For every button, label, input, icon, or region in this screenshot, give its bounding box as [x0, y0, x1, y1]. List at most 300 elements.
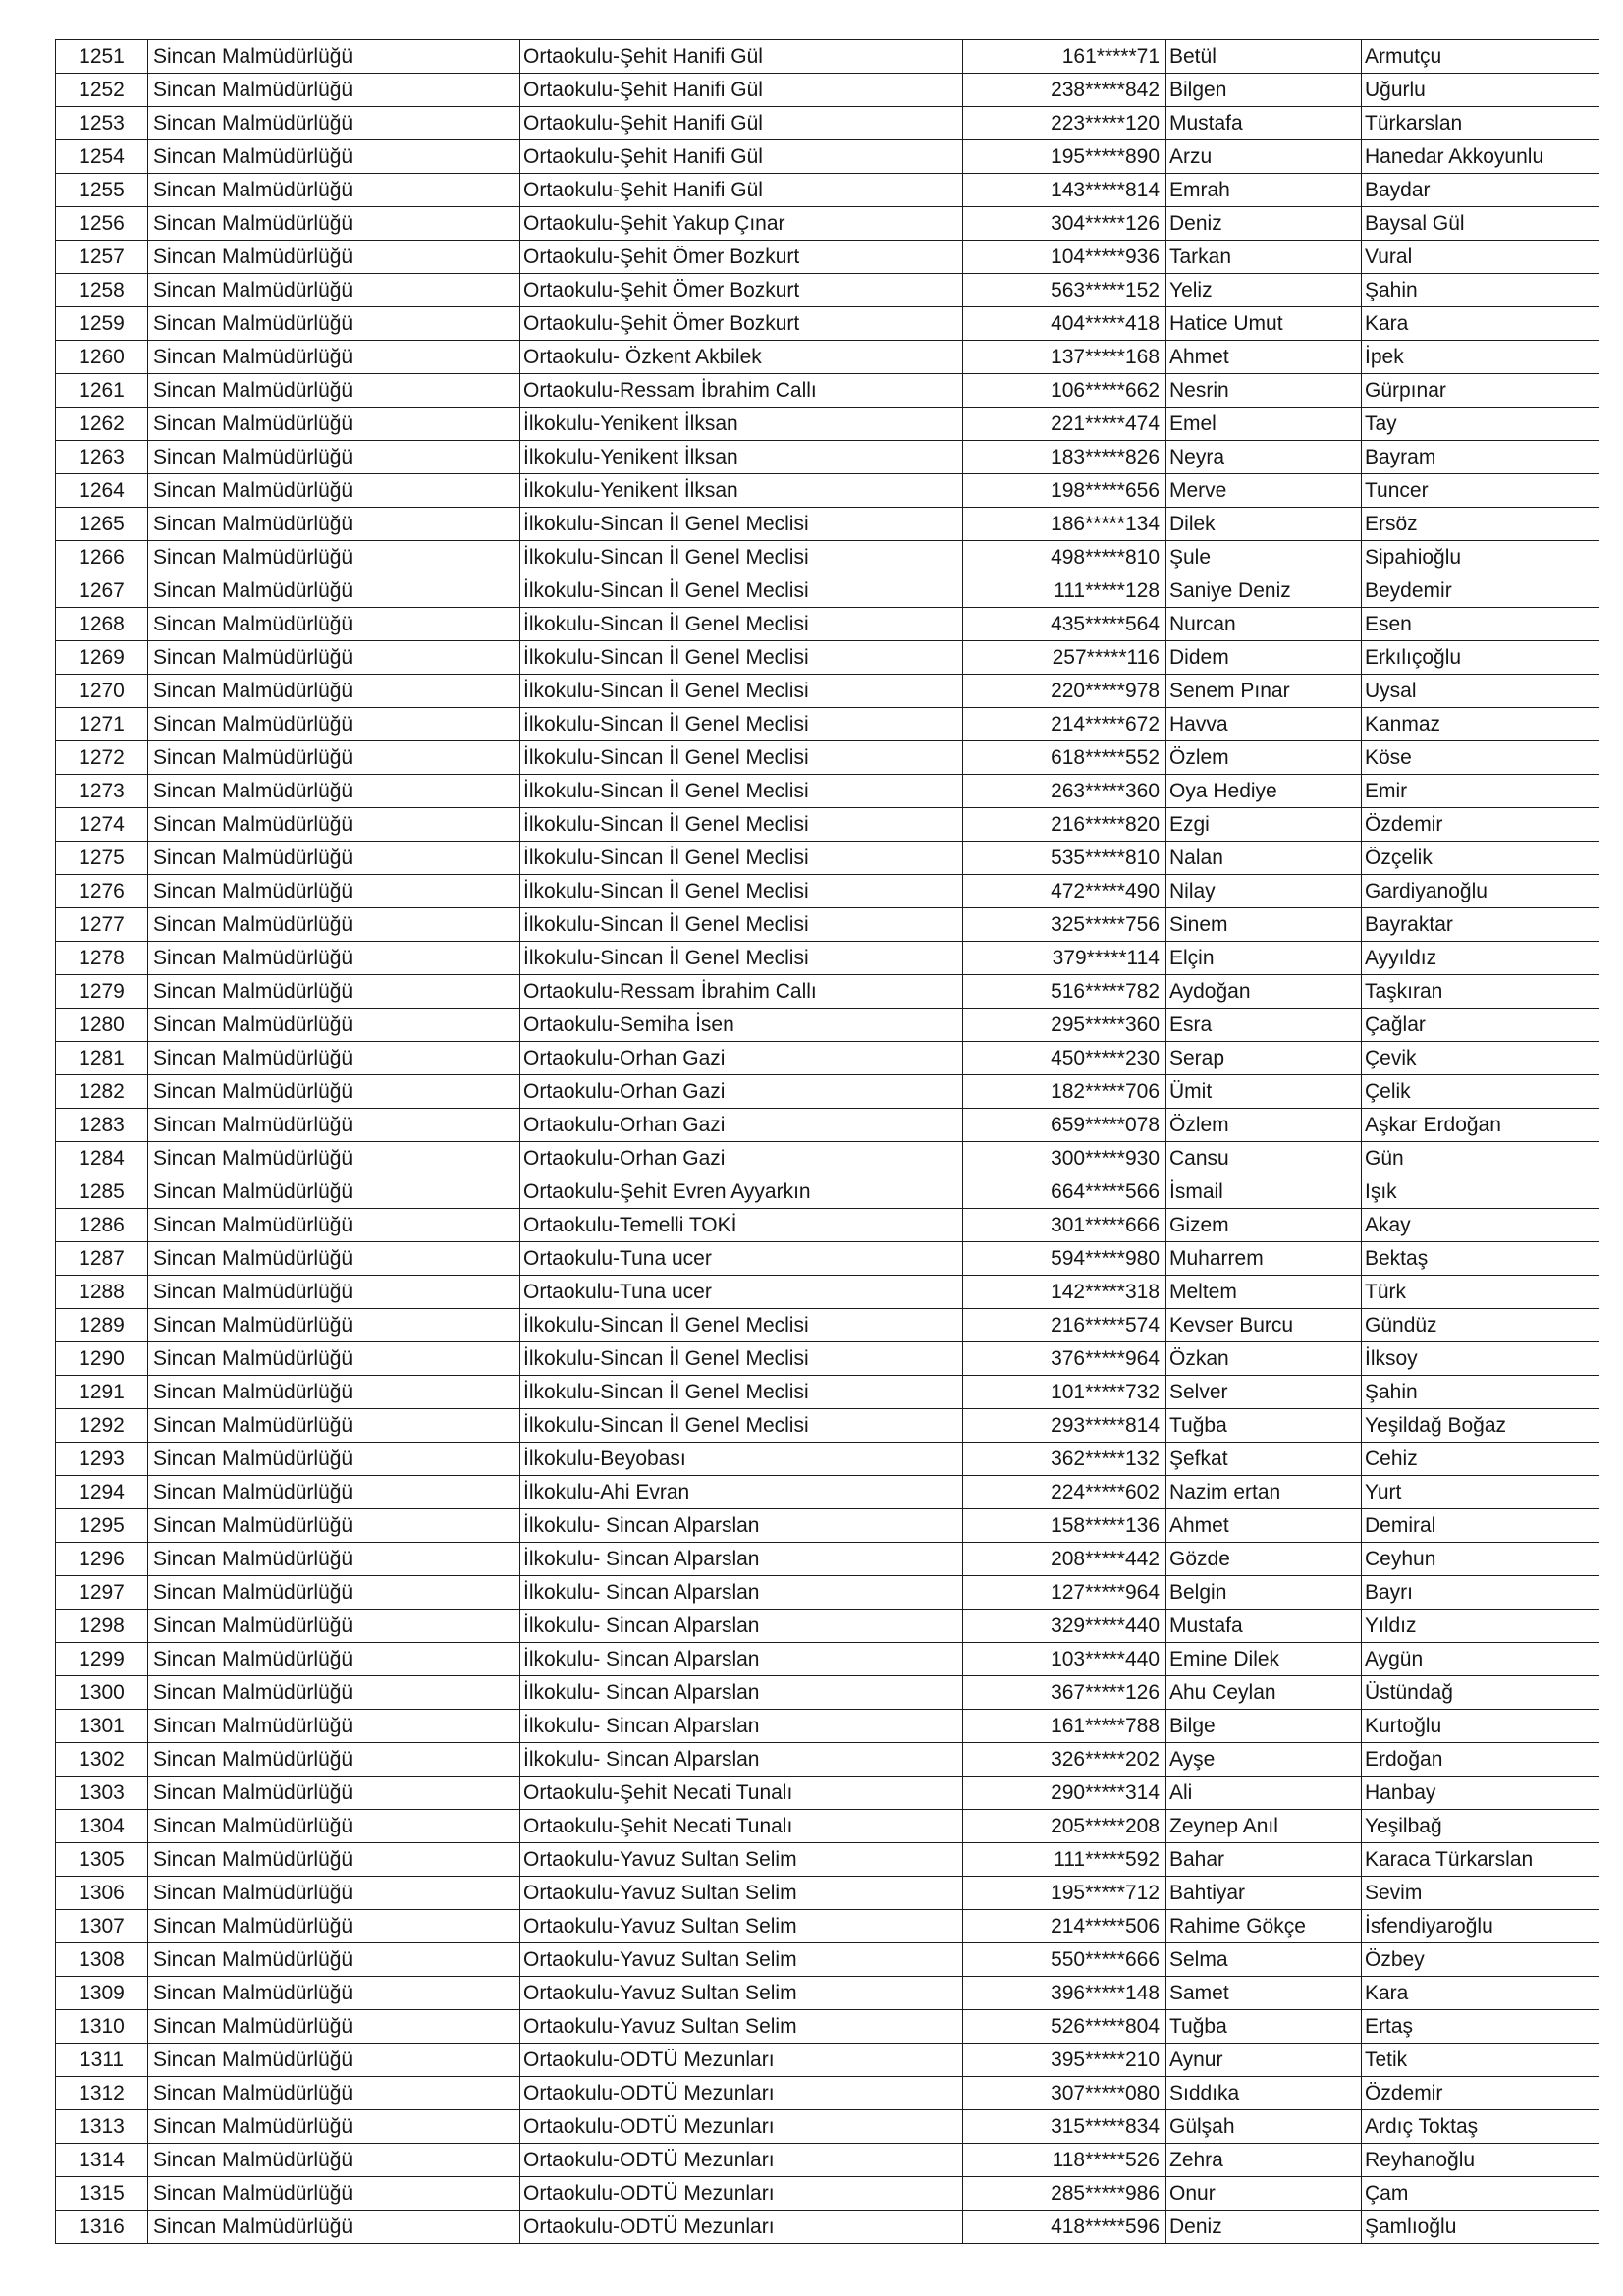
row-number: 1273 [56, 775, 148, 808]
tax-office: Sincan Malmüdürlüğü [148, 241, 520, 274]
masked-id: 301*****666 [963, 1209, 1166, 1242]
masked-id: 208*****442 [963, 1543, 1166, 1576]
masked-id: 111*****592 [963, 1843, 1166, 1877]
table-row [56, 1643, 1599, 1676]
tax-office: Sincan Malmüdürlüğü [148, 875, 520, 908]
first-name: Cansu [1166, 1142, 1362, 1175]
last-name: Cehiz [1362, 1443, 1599, 1476]
last-name: Demiral [1362, 1509, 1599, 1543]
table-row [56, 1276, 1599, 1309]
tax-office: Sincan Malmüdürlüğü [148, 1109, 520, 1142]
table-row [56, 1576, 1599, 1610]
table-row [56, 675, 1599, 708]
school-name: İlkokulu-Sincan İl Genel Meclisi [520, 574, 963, 608]
table-row [56, 1309, 1599, 1342]
last-name: Baydar [1362, 174, 1599, 207]
masked-id: 418*****596 [963, 2211, 1166, 2244]
school-name: Ortaokulu- Özkent Akbilek [520, 341, 963, 374]
school-name: İlkokulu- Sincan Alparslan [520, 1610, 963, 1643]
last-name: Şahin [1362, 1376, 1599, 1409]
row-number: 1304 [56, 1810, 148, 1843]
last-name: Reyhanoğlu [1362, 2144, 1599, 2177]
row-number: 1316 [56, 2211, 148, 2244]
masked-id: 535*****810 [963, 842, 1166, 875]
first-name: Ahmet [1166, 341, 1362, 374]
school-name: İlkokulu-Sincan İl Genel Meclisi [520, 675, 963, 708]
last-name: İpek [1362, 341, 1599, 374]
first-name: Nazim ertan [1166, 1476, 1362, 1509]
tax-office: Sincan Malmüdürlüğü [148, 1209, 520, 1242]
masked-id: 104*****936 [963, 241, 1166, 274]
first-name: İsmail [1166, 1175, 1362, 1209]
table-row [56, 1810, 1599, 1843]
masked-id: 195*****890 [963, 140, 1166, 174]
masked-id: 221*****474 [963, 408, 1166, 441]
row-number: 1289 [56, 1309, 148, 1342]
school-name: Ortaokulu-Yavuz Sultan Selim [520, 1977, 963, 2010]
table-row [56, 107, 1599, 140]
tax-office: Sincan Malmüdürlüğü [148, 942, 520, 975]
table-row [56, 1777, 1599, 1810]
first-name: Zehra [1166, 2144, 1362, 2177]
row-number: 1313 [56, 2110, 148, 2144]
table-row [56, 2177, 1599, 2211]
school-name: İlkokulu-Sincan İl Genel Meclisi [520, 1309, 963, 1342]
last-name: Kanmaz [1362, 708, 1599, 741]
row-number: 1271 [56, 708, 148, 741]
table-row [56, 541, 1599, 574]
last-name: İlksoy [1362, 1342, 1599, 1376]
first-name: Arzu [1166, 140, 1362, 174]
row-number: 1252 [56, 74, 148, 107]
masked-id: 396*****148 [963, 1977, 1166, 2010]
school-name: Ortaokulu-Şehit Hanifi Gül [520, 107, 963, 140]
school-name: Ortaokulu-Şehit Ömer Bozkurt [520, 307, 963, 341]
tax-office: Sincan Malmüdürlüğü [148, 174, 520, 207]
last-name: Uğurlu [1362, 74, 1599, 107]
school-name: İlkokulu-Sincan İl Genel Meclisi [520, 775, 963, 808]
tax-office: Sincan Malmüdürlüğü [148, 1242, 520, 1276]
school-name: Ortaokulu-ODTÜ Mezunları [520, 2177, 963, 2211]
table-row [56, 1877, 1599, 1910]
tax-office: Sincan Malmüdürlüğü [148, 74, 520, 107]
row-number: 1259 [56, 307, 148, 341]
school-name: Ortaokulu-Ressam İbrahim Callı [520, 374, 963, 408]
tax-office: Sincan Malmüdürlüğü [148, 1810, 520, 1843]
school-name: İlkokulu-Sincan İl Genel Meclisi [520, 608, 963, 641]
masked-id: 293*****814 [963, 1409, 1166, 1443]
tax-office: Sincan Malmüdürlüğü [148, 2010, 520, 2044]
row-number: 1261 [56, 374, 148, 408]
school-name: Ortaokulu-Semiha İsen [520, 1009, 963, 1042]
first-name: Nesrin [1166, 374, 1362, 408]
masked-id: 472*****490 [963, 875, 1166, 908]
tax-office: Sincan Malmüdürlüğü [148, 408, 520, 441]
row-number: 1292 [56, 1409, 148, 1443]
tax-office: Sincan Malmüdürlüğü [148, 2044, 520, 2077]
first-name: Deniz [1166, 207, 1362, 241]
school-name: İlkokulu-Sincan İl Genel Meclisi [520, 708, 963, 741]
school-name: Ortaokulu-ODTÜ Mezunları [520, 2110, 963, 2144]
school-name: Ortaokulu-Yavuz Sultan Selim [520, 1843, 963, 1877]
row-number: 1310 [56, 2010, 148, 2044]
first-name: Özlem [1166, 1109, 1362, 1142]
table-row [56, 74, 1599, 107]
first-name: Ayşe [1166, 1743, 1362, 1777]
table-row [56, 908, 1599, 942]
row-number: 1265 [56, 508, 148, 541]
first-name: Rahime Gökçe [1166, 1910, 1362, 1943]
school-name: İlkokulu- Sincan Alparslan [520, 1509, 963, 1543]
last-name: Köse [1362, 741, 1599, 775]
row-number: 1257 [56, 241, 148, 274]
tax-office: Sincan Malmüdürlüğü [148, 140, 520, 174]
masked-id: 106*****662 [963, 374, 1166, 408]
table-row [56, 608, 1599, 641]
row-number: 1277 [56, 908, 148, 942]
school-name: İlkokulu- Sincan Alparslan [520, 1676, 963, 1710]
school-name: Ortaokulu-Orhan Gazi [520, 1142, 963, 1175]
masked-id: 300*****930 [963, 1142, 1166, 1175]
school-name: Ortaokulu-ODTÜ Mezunları [520, 2044, 963, 2077]
last-name: Işık [1362, 1175, 1599, 1209]
row-number: 1290 [56, 1342, 148, 1376]
table-row [56, 1042, 1599, 1075]
row-number: 1311 [56, 2044, 148, 2077]
school-name: Ortaokulu-Orhan Gazi [520, 1075, 963, 1109]
table-row [56, 374, 1599, 408]
table-row [56, 574, 1599, 608]
table-row [56, 140, 1599, 174]
table-row [56, 408, 1599, 441]
school-name: Ortaokulu-Yavuz Sultan Selim [520, 1877, 963, 1910]
first-name: Bilge [1166, 1710, 1362, 1743]
table-row [56, 1509, 1599, 1543]
masked-id: 216*****574 [963, 1309, 1166, 1342]
tax-office: Sincan Malmüdürlüğü [148, 374, 520, 408]
tax-office: Sincan Malmüdürlüğü [148, 1042, 520, 1075]
first-name: Özlem [1166, 741, 1362, 775]
masked-id: 161*****71 [963, 40, 1166, 74]
masked-id: 664*****566 [963, 1175, 1166, 1209]
masked-id: 550*****666 [963, 1943, 1166, 1977]
last-name: Gardiyanoğlu [1362, 875, 1599, 908]
first-name: Kevser Burcu [1166, 1309, 1362, 1342]
row-number: 1312 [56, 2077, 148, 2110]
table-row [56, 875, 1599, 908]
school-name: İlkokulu-Sincan İl Genel Meclisi [520, 842, 963, 875]
last-name: Bayraktar [1362, 908, 1599, 942]
last-name: Yeşilbağ [1362, 1810, 1599, 1843]
last-name: Aygün [1362, 1643, 1599, 1676]
row-number: 1270 [56, 675, 148, 708]
row-number: 1302 [56, 1743, 148, 1777]
row-number: 1264 [56, 474, 148, 508]
tax-office: Sincan Malmüdürlüğü [148, 1576, 520, 1610]
row-number: 1301 [56, 1710, 148, 1743]
last-name: Gürpınar [1362, 374, 1599, 408]
masked-id: 395*****210 [963, 2044, 1166, 2077]
last-name: Gündüz [1362, 1309, 1599, 1342]
table-row [56, 1242, 1599, 1276]
first-name: Serap [1166, 1042, 1362, 1075]
row-number: 1300 [56, 1676, 148, 1710]
school-name: İlkokulu-Sincan İl Genel Meclisi [520, 508, 963, 541]
row-number: 1260 [56, 341, 148, 374]
first-name: Onur [1166, 2177, 1362, 2211]
school-name: Ortaokulu-Şehit Ömer Bozkurt [520, 274, 963, 307]
school-name: Ortaokulu-Şehit Hanifi Gül [520, 74, 963, 107]
school-name: Ortaokulu-Şehit Hanifi Gül [520, 140, 963, 174]
table-row [56, 1610, 1599, 1643]
masked-id: 198*****656 [963, 474, 1166, 508]
table-row [56, 508, 1599, 541]
roster-table [55, 39, 1599, 2244]
school-name: Ortaokulu-ODTÜ Mezunları [520, 2211, 963, 2244]
school-name: Ortaokulu-Şehit Hanifi Gül [520, 174, 963, 207]
masked-id: 295*****360 [963, 1009, 1166, 1042]
masked-id: 158*****136 [963, 1509, 1166, 1543]
last-name: Üstündağ [1362, 1676, 1599, 1710]
school-name: İlkokulu-Beyobası [520, 1443, 963, 1476]
table-row [56, 1710, 1599, 1743]
first-name: Aydoğan [1166, 975, 1362, 1009]
masked-id: 101*****732 [963, 1376, 1166, 1409]
tax-office: Sincan Malmüdürlüğü [148, 341, 520, 374]
last-name: Vural [1362, 241, 1599, 274]
school-name: Ortaokulu-Şehit Hanifi Gül [520, 40, 963, 74]
first-name: Nurcan [1166, 608, 1362, 641]
tax-office: Sincan Malmüdürlüğü [148, 1075, 520, 1109]
school-name: Ortaokulu-ODTÜ Mezunları [520, 2144, 963, 2177]
masked-id: 618*****552 [963, 741, 1166, 775]
school-name: Ortaokulu-ODTÜ Mezunları [520, 2077, 963, 2110]
tax-office: Sincan Malmüdürlüğü [148, 508, 520, 541]
table-row [56, 1843, 1599, 1877]
first-name: Saniye Deniz [1166, 574, 1362, 608]
masked-id: 127*****964 [963, 1576, 1166, 1610]
last-name: Hanedar Akkoyunlu [1362, 140, 1599, 174]
tax-office: Sincan Malmüdürlüğü [148, 1009, 520, 1042]
last-name: Ardıç Toktaş [1362, 2110, 1599, 2144]
masked-id: 362*****132 [963, 1443, 1166, 1476]
table-row [56, 808, 1599, 842]
tax-office: Sincan Malmüdürlüğü [148, 441, 520, 474]
school-name: İlkokulu-Yenikent İlksan [520, 441, 963, 474]
row-number: 1253 [56, 107, 148, 140]
tax-office: Sincan Malmüdürlüğü [148, 641, 520, 675]
masked-id: 563*****152 [963, 274, 1166, 307]
masked-id: 161*****788 [963, 1710, 1166, 1743]
masked-id: 137*****168 [963, 341, 1166, 374]
last-name: Sevim [1362, 1877, 1599, 1910]
table-row [56, 441, 1599, 474]
masked-id: 195*****712 [963, 1877, 1166, 1910]
first-name: Selma [1166, 1943, 1362, 1977]
row-number: 1266 [56, 541, 148, 574]
tax-office: Sincan Malmüdürlüğü [148, 307, 520, 341]
last-name: Ceyhun [1362, 1543, 1599, 1576]
masked-id: 285*****986 [963, 2177, 1166, 2211]
masked-id: 182*****706 [963, 1075, 1166, 1109]
last-name: Sipahioğlu [1362, 541, 1599, 574]
tax-office: Sincan Malmüdürlüğü [148, 1309, 520, 1342]
masked-id: 290*****314 [963, 1777, 1166, 1810]
tax-office: Sincan Malmüdürlüğü [148, 1543, 520, 1576]
last-name: Ertaş [1362, 2010, 1599, 2044]
school-name: Ortaokulu-Şehit Necati Tunalı [520, 1810, 963, 1843]
school-name: İlkokulu-Sincan İl Genel Meclisi [520, 908, 963, 942]
last-name: Kurtoğlu [1362, 1710, 1599, 1743]
tax-office: Sincan Malmüdürlüğü [148, 741, 520, 775]
school-name: Ortaokulu-Tuna ucer [520, 1276, 963, 1309]
first-name: Betül [1166, 40, 1362, 74]
school-name: İlkokulu-Ahi Evran [520, 1476, 963, 1509]
last-name: Çelik [1362, 1075, 1599, 1109]
first-name: Emel [1166, 408, 1362, 441]
row-number: 1287 [56, 1242, 148, 1276]
first-name: Bilgen [1166, 74, 1362, 107]
masked-id: 526*****804 [963, 2010, 1166, 2044]
masked-id: 516*****782 [963, 975, 1166, 1009]
first-name: Ahmet [1166, 1509, 1362, 1543]
last-name: Beydemir [1362, 574, 1599, 608]
first-name: Dilek [1166, 508, 1362, 541]
school-name: Ortaokulu-Yavuz Sultan Selim [520, 1910, 963, 1943]
last-name: Emir [1362, 775, 1599, 808]
tax-office: Sincan Malmüdürlüğü [148, 40, 520, 74]
first-name: Sıddıka [1166, 2077, 1362, 2110]
masked-id: 659*****078 [963, 1109, 1166, 1142]
tax-office: Sincan Malmüdürlüğü [148, 1777, 520, 1810]
row-number: 1293 [56, 1443, 148, 1476]
last-name: Şahin [1362, 274, 1599, 307]
school-name: İlkokulu-Sincan İl Genel Meclisi [520, 1376, 963, 1409]
table-row [56, 1109, 1599, 1142]
last-name: Çağlar [1362, 1009, 1599, 1042]
row-number: 1305 [56, 1843, 148, 1877]
tax-office: Sincan Malmüdürlüğü [148, 2077, 520, 2110]
first-name: Mustafa [1166, 107, 1362, 140]
first-name: Yeliz [1166, 274, 1362, 307]
first-name: Sinem [1166, 908, 1362, 942]
school-name: İlkokulu- Sincan Alparslan [520, 1710, 963, 1743]
row-number: 1314 [56, 2144, 148, 2177]
tax-office: Sincan Malmüdürlüğü [148, 908, 520, 942]
last-name: Taşkıran [1362, 975, 1599, 1009]
last-name: Hanbay [1362, 1777, 1599, 1810]
table-row [56, 1543, 1599, 1576]
first-name: Emrah [1166, 174, 1362, 207]
table-row [56, 842, 1599, 875]
last-name: İsfendiyaroğlu [1362, 1910, 1599, 1943]
school-name: Ortaokulu-Şehit Necati Tunalı [520, 1777, 963, 1810]
tax-office: Sincan Malmüdürlüğü [148, 2110, 520, 2144]
row-number: 1278 [56, 942, 148, 975]
last-name: Erdoğan [1362, 1743, 1599, 1777]
first-name: Tarkan [1166, 241, 1362, 274]
table-row [56, 708, 1599, 741]
row-number: 1303 [56, 1777, 148, 1810]
last-name: Tay [1362, 408, 1599, 441]
masked-id: 307*****080 [963, 2077, 1166, 2110]
table-row [56, 2077, 1599, 2110]
row-number: 1258 [56, 274, 148, 307]
table-row [56, 1676, 1599, 1710]
tax-office: Sincan Malmüdürlüğü [148, 2144, 520, 2177]
table-row [56, 1743, 1599, 1777]
first-name: Tuğba [1166, 2010, 1362, 2044]
masked-id: 224*****602 [963, 1476, 1166, 1509]
last-name: Ersöz [1362, 508, 1599, 541]
masked-id: 103*****440 [963, 1643, 1166, 1676]
last-name: Karaca Türkarslan [1362, 1843, 1599, 1877]
last-name: Gün [1362, 1142, 1599, 1175]
table-row [56, 975, 1599, 1009]
row-number: 1298 [56, 1610, 148, 1643]
masked-id: 143*****814 [963, 174, 1166, 207]
row-number: 1280 [56, 1009, 148, 1042]
school-name: İlkokulu-Sincan İl Genel Meclisi [520, 541, 963, 574]
row-number: 1288 [56, 1276, 148, 1309]
school-name: Ortaokulu-Şehit Evren Ayyarkın [520, 1175, 963, 1209]
tax-office: Sincan Malmüdürlüğü [148, 1175, 520, 1209]
tax-office: Sincan Malmüdürlüğü [148, 1977, 520, 2010]
table-row [56, 40, 1599, 74]
row-number: 1251 [56, 40, 148, 74]
table-row [56, 2110, 1599, 2144]
table-row [56, 1977, 1599, 2010]
first-name: Ümit [1166, 1075, 1362, 1109]
first-name: Meltem [1166, 1276, 1362, 1309]
masked-id: 450*****230 [963, 1042, 1166, 1075]
school-name: İlkokulu- Sincan Alparslan [520, 1643, 963, 1676]
first-name: Ahu Ceylan [1166, 1676, 1362, 1710]
tax-office: Sincan Malmüdürlüğü [148, 107, 520, 140]
masked-id: 435*****564 [963, 608, 1166, 641]
tax-office: Sincan Malmüdürlüğü [148, 708, 520, 741]
tax-office: Sincan Malmüdürlüğü [148, 808, 520, 842]
row-number: 1276 [56, 875, 148, 908]
school-name: İlkokulu-Yenikent İlksan [520, 474, 963, 508]
first-name: Bahar [1166, 1843, 1362, 1877]
table-row [56, 1910, 1599, 1943]
last-name: Türk [1362, 1276, 1599, 1309]
tax-office: Sincan Malmüdürlüğü [148, 1142, 520, 1175]
last-name: Özdemir [1362, 808, 1599, 842]
tax-office: Sincan Malmüdürlüğü [148, 274, 520, 307]
school-name: İlkokulu-Sincan İl Genel Meclisi [520, 1342, 963, 1376]
row-number: 1283 [56, 1109, 148, 1142]
first-name: Merve [1166, 474, 1362, 508]
table-row [56, 641, 1599, 675]
table-row [56, 174, 1599, 207]
last-name: Esen [1362, 608, 1599, 641]
row-number: 1281 [56, 1042, 148, 1075]
table-row [56, 1443, 1599, 1476]
tax-office: Sincan Malmüdürlüğü [148, 1843, 520, 1877]
first-name: Tuğba [1166, 1409, 1362, 1443]
row-number: 1272 [56, 741, 148, 775]
school-name: İlkokulu-Sincan İl Genel Meclisi [520, 808, 963, 842]
school-name: İlkokulu- Sincan Alparslan [520, 1743, 963, 1777]
last-name: Şamlıoğlu [1362, 2211, 1599, 2244]
masked-id: 329*****440 [963, 1610, 1166, 1643]
masked-id: 186*****134 [963, 508, 1166, 541]
school-name: İlkokulu-Sincan İl Genel Meclisi [520, 875, 963, 908]
tax-office: Sincan Malmüdürlüğü [148, 975, 520, 1009]
last-name: Türkarslan [1362, 107, 1599, 140]
